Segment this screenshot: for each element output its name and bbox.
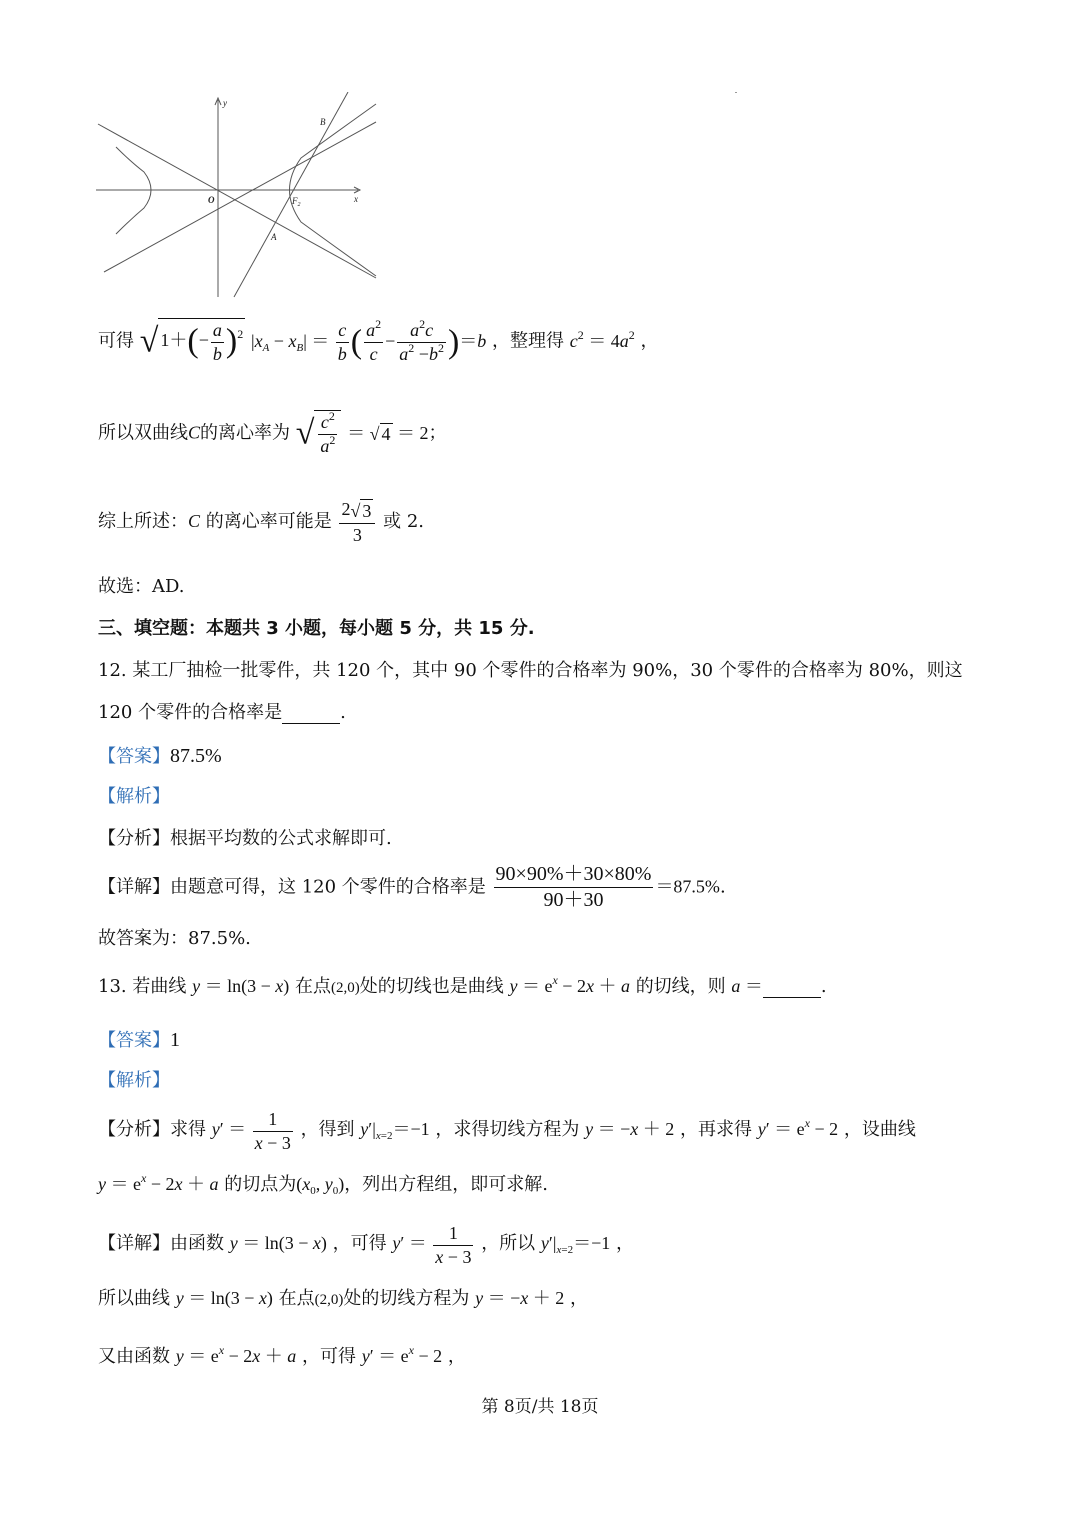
q13-prefix: 13. 若曲线 bbox=[98, 976, 187, 997]
q12-detail-line: 【详解】由题意可得，这 120 个零件的合格率是 $\frac{90\times 90\%+30\times 80\%}{90+30}$ ＝87.5%. bbox=[98, 863, 726, 911]
text-summary-end: 2. bbox=[406, 511, 425, 533]
q13-analysis-line: 【分析】求得 y′ ＝ $\frac{1}{x - 3}$ ，得到 $y'|_{x=2}=-1$ ，求得切线方程为 y ＝ −x ＋ 2 ，再求得 $y' = e^x - 2$ ，设曲线 bbox=[98, 1109, 916, 1153]
answer-tag: 【答案】 bbox=[98, 1030, 170, 1051]
point-b-label: B bbox=[320, 117, 326, 127]
q13-answer-line bbox=[98, 1028, 180, 1052]
q12-blank bbox=[282, 705, 340, 724]
q12-answer: 87.5% bbox=[170, 745, 222, 767]
q13-an-t4: ，再求得 bbox=[679, 1119, 752, 1141]
q13-mid2: 处的切线也是曲线 bbox=[359, 976, 504, 997]
q12-line2: 120 个零件的合格率是 . bbox=[98, 702, 346, 723]
detail-tag: 【详解】 bbox=[98, 876, 170, 898]
line-ab bbox=[234, 92, 348, 297]
q13-jiexi-tag: 【解析】 bbox=[98, 1070, 170, 1091]
page-footer: 第 8页/共 18页 bbox=[481, 1397, 599, 1417]
q13-analysis-line2: $y = e^x - 2x + a$ 的切点为($x_0$, $y_0$)，列出方程组，即可求解. bbox=[98, 1171, 548, 1197]
q12-line2-text: 120 个零件的合格率是 bbox=[98, 702, 283, 723]
q13-de-t3: ，所以 bbox=[481, 1233, 536, 1255]
asymptote-2 bbox=[104, 122, 376, 272]
q13-tangent-line: 所以曲线 y ＝ ln(3 − x) 在点(2,0)处的切线方程为 y ＝ −x ＋ 2 ， bbox=[98, 1288, 588, 1309]
summary-line: 综上所述：C 的离心率可能是 $\frac{2√ 3}{3}$ 或 2. bbox=[98, 499, 425, 545]
y-label: y bbox=[223, 98, 227, 108]
q13-line3-mid: ，可得 bbox=[301, 1346, 356, 1367]
q13-detail-line: 【详解】由函数 y ＝ ln(3 − x) ，可得 y′ ＝ $\frac{1}{x - 3}$ ，所以 $y'|_{x=2}=-1$ ， bbox=[98, 1223, 634, 1267]
origin-label: O bbox=[208, 195, 215, 205]
q13-an-t6: 的切点为 bbox=[224, 1174, 297, 1195]
section-3-title: 三、填空题：本题共 3 小题，每小题 5 分，共 15 分. bbox=[98, 618, 535, 639]
q13-point-2: (2,0) bbox=[314, 1292, 344, 1308]
q12-detail: 由题意可得，这 120 个零件的合格率是 bbox=[170, 876, 486, 898]
text-summary-prefix: 综上所述： bbox=[98, 511, 188, 533]
q13-mid1: 在点 bbox=[294, 976, 331, 997]
text-so-ecc-mid: 的离心率为 bbox=[200, 422, 291, 444]
text-summary-or: 或 bbox=[383, 511, 402, 533]
q13-an-t5: ，设曲线 bbox=[843, 1119, 916, 1141]
point-a-label: A bbox=[271, 232, 277, 242]
q13-de-t1: 由函数 bbox=[170, 1233, 224, 1255]
text-so-ecc-prefix: 所以双曲线 bbox=[98, 422, 188, 444]
stray-mark bbox=[735, 92, 737, 93]
q12-frac-result: ＝87.5% bbox=[655, 876, 720, 897]
analysis-tag: 【分析】 bbox=[98, 828, 170, 849]
text-zhengli: ，整理得 bbox=[492, 330, 564, 352]
x-label: x bbox=[354, 194, 358, 204]
q13-answer: 1 bbox=[170, 1029, 180, 1051]
q13-line3-prefix: 又由函数 bbox=[98, 1346, 170, 1367]
q12-frac-numerator: 90×90%＋30×80% bbox=[494, 862, 654, 888]
answer-tag: 【答案】 bbox=[98, 746, 170, 767]
q13-line2-mid2: 处的切线方程为 bbox=[343, 1288, 470, 1309]
q12-answer-line bbox=[98, 744, 222, 768]
analysis-tag: 【分析】 bbox=[98, 1119, 170, 1141]
q13-an-t1: 求得 bbox=[170, 1119, 206, 1141]
text-summary-mid: 的离心率可能是 bbox=[205, 511, 332, 533]
q12-jiexi-tag: 【解析】 bbox=[98, 786, 170, 807]
sqrt-expression: √ 1＋(− $\frac{a}{b}$ )$^2$ bbox=[139, 320, 244, 364]
q13-de-t2: ，可得 bbox=[332, 1233, 387, 1255]
focus-label: $F_2$ bbox=[292, 196, 301, 208]
q13-an-t2: ，得到 bbox=[300, 1119, 355, 1141]
q12-analysis: 根据平均数的公式求解即可. bbox=[170, 828, 392, 849]
q13-line2-mid: 在点 bbox=[278, 1288, 315, 1309]
derivation-line: 可得 √ 1＋(− $\frac{a}{b}$ )$^2$ $|x_A - x_B|$ ＝ $\frac{c}{b}$ ( $\frac{a^2}{c}$ − $\frac{a^2c}{a^2 -b^2}$ )＝b ，整理得 $c^2 = 4a^2$ ， bbox=[98, 317, 659, 364]
q13-point: (2,0) bbox=[330, 980, 360, 996]
q13-derivative-line: 又由函数 $y = e^x - 2x + a$ ，可得 $y' = e^x - 2$ ， bbox=[98, 1343, 466, 1367]
q13-line: 13. 若曲线 y ＝ ln(3 − x) 在点(2,0)处的切线也是曲线 $y = e^x - 2x + a$ 的切线，则 a ＝ . bbox=[98, 973, 827, 997]
q13-line2-prefix: 所以曲线 bbox=[98, 1288, 170, 1309]
q13-an-t3: ，求得切线方程为 bbox=[435, 1119, 580, 1141]
q12-frac-denominator: 90＋30 bbox=[543, 889, 604, 911]
choose-line: 故选：AD. bbox=[98, 576, 185, 597]
text-keyide: 可得 bbox=[98, 330, 134, 352]
q13-blank bbox=[763, 979, 821, 998]
q12-conclusion: 故答案为：87.5%. bbox=[98, 928, 251, 949]
q12-analysis-line bbox=[98, 828, 392, 850]
detail-tag: 【详解】 bbox=[98, 1233, 170, 1255]
asymptote-1 bbox=[98, 124, 376, 278]
hyperbola-figure bbox=[96, 92, 386, 302]
eccentricity-line: 所以双曲线C的离心率为 √ $\frac{c^2}{a^2}$ ＝ √ 4 ＝ 2； bbox=[98, 409, 447, 456]
q12-line1: 12. 某工厂抽检一批零件，共 120 个，其中 90 个零件的合格率为 90%，30 个零件的合格率为 80%，则这 bbox=[98, 660, 963, 681]
q13-an-t7: ，列出方程组，即可求解. bbox=[344, 1174, 548, 1195]
q13-mid3: 的切线，则 bbox=[635, 976, 726, 997]
